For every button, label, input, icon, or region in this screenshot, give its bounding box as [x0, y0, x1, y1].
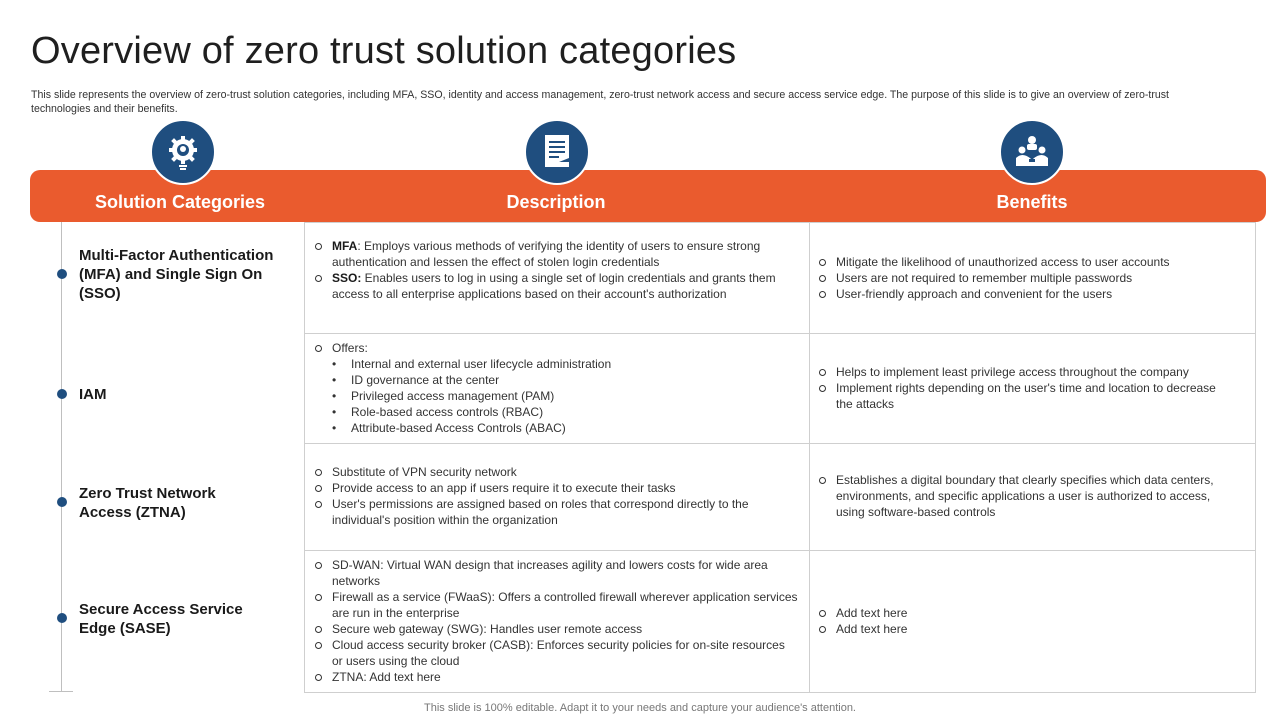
sso-text: Enables users to log in using a single set of login credentials and grants them access to all enterprise applications based on their account's authorization — [332, 271, 776, 301]
benefits-iam — [818, 364, 1218, 412]
timeline-dot — [57, 389, 67, 399]
timeline-dot — [57, 497, 67, 507]
page-subtitle: This slide represents the overview of zero-trust solution categories, including MFA, SSO, identity and access management, zero-trust network access and secure access service edge. The purpose of this slide is to give an overview of zero-trust technologies and their benefits. — [31, 89, 1169, 115]
description-sase — [314, 557, 798, 685]
row-divider — [305, 333, 1255, 334]
list-item: Add text here — [818, 605, 1242, 621]
list-item: Substitute of VPN security network — [314, 464, 798, 480]
mfa-lead: MFA — [332, 239, 358, 253]
timeline-dot — [57, 613, 67, 623]
list-item: ZTNA: Add text here — [314, 669, 798, 685]
benefits-ztna — [818, 472, 1242, 520]
list-item: Firewall as a service (FWaaS): Offers a controlled firewall wherever application services are run in the enterprise — [314, 589, 798, 621]
list-item: User-friendly approach and convenient for the users — [818, 286, 1248, 302]
footer-note: This slide is 100% editable. Adapt it to your needs and capture your audience's attention. — [424, 702, 856, 714]
page-title: Overview of zero trust solution categories — [31, 30, 737, 72]
column-divider — [809, 223, 810, 692]
list-item: Add text here — [818, 621, 1242, 637]
description-iam — [314, 340, 798, 436]
description-mfa-sso — [314, 238, 798, 302]
list-item: Offers: — [314, 340, 798, 356]
mfa-text: : Employs various methods of verifying the identity of users to ensure strong authentication and lessen the effect of stolen login credentials — [332, 239, 761, 269]
list-item: Provide access to an app if users require it to execute their tasks — [314, 480, 798, 496]
list-item: Establishes a digital boundary that clearly specifies which data centers, environments, and specific applications a user is authorized to access, using software-based controls — [818, 472, 1242, 520]
benefits-sase — [818, 605, 1242, 637]
header-solution-categories: Solution Categories — [94, 192, 265, 212]
category-mfa-sso: Multi-Factor Authentication (MFA) and Single Sign On (SSO) — [79, 247, 274, 302]
sso-lead: SSO: — [332, 271, 362, 285]
list-item — [314, 238, 798, 270]
list-item: • Privileged access management (PAM) — [314, 388, 798, 404]
header-benefits: Benefits — [996, 192, 1068, 212]
list-item: Implement rights depending on the user's time and location to decrease the attacks — [818, 380, 1218, 412]
category-sase: Secure Access Service Edge (SASE) — [79, 601, 243, 637]
header-description: Description — [506, 192, 606, 212]
category-ztna: Zero Trust Network Access (ZTNA) — [79, 485, 216, 521]
list-item: Mitigate the likelihood of unauthorized access to user accounts — [818, 254, 1248, 270]
list-item — [314, 270, 798, 302]
timeline-base — [49, 691, 73, 692]
list-item: • Role-based access controls (RBAC) — [314, 404, 798, 420]
description-ztna — [314, 464, 798, 528]
list-item: Helps to implement least privilege access throughout the company — [818, 364, 1218, 380]
row-divider — [305, 443, 1255, 444]
row-divider — [305, 550, 1255, 551]
list-item: Cloud access security broker (CASB): Enforces security policies for on-site resources or users using the cloud — [314, 637, 798, 669]
timeline-dot — [57, 269, 67, 279]
list-item: User's permissions are assigned based on roles that correspond directly to the individual's position within the organization — [314, 496, 798, 528]
document-icon — [524, 119, 590, 185]
category-iam: IAM — [79, 386, 107, 403]
list-item: • Internal and external user lifecycle administration — [314, 356, 798, 372]
list-item: SD-WAN: Virtual WAN design that increases agility and lowers costs for wide area networks — [314, 557, 798, 589]
gear-lightbulb-icon — [150, 119, 216, 185]
handshake-team-icon — [999, 119, 1065, 185]
list-item: Users are not required to remember multiple passwords — [818, 270, 1248, 286]
list-item: • ID governance at the center — [314, 372, 798, 388]
list-item: Secure web gateway (SWG): Handles user remote access — [314, 621, 798, 637]
benefits-mfa-sso — [818, 254, 1248, 302]
list-item: • Attribute-based Access Controls (ABAC) — [314, 420, 798, 436]
